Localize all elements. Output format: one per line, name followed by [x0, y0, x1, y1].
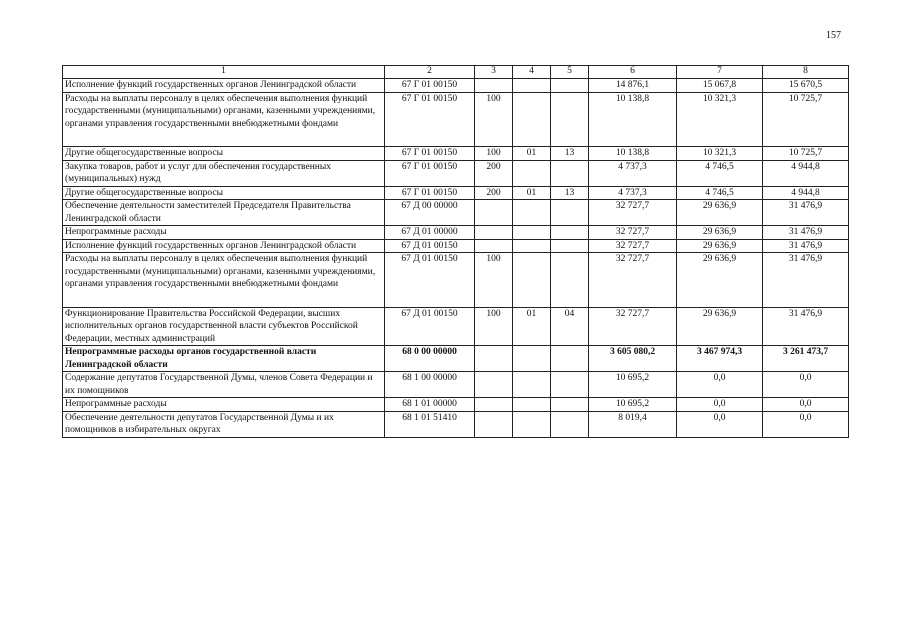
row-amount-col8: 4 944,8 — [763, 186, 849, 200]
row-section — [513, 79, 551, 93]
row-amount-col6: 14 876,1 — [589, 79, 677, 93]
row-amount-col6: 4 737,3 — [589, 186, 677, 200]
row-amount-col8: 31 476,9 — [763, 226, 849, 240]
row-section — [513, 92, 551, 147]
row-target-code: 67 Д 01 00150 — [385, 307, 475, 346]
row-expense-type — [475, 79, 513, 93]
row-name: Обеспечение деятельности заместителей Председателя Правительства Ленинградской области — [63, 200, 385, 226]
table-row — [63, 79, 849, 93]
row-section — [513, 372, 551, 398]
row-name: Расходы на выплаты персоналу в целях обеспечения выполнения функций государственными (муниципальными) органами, казенными учреждениями, органами управления государственными внебюджетными фондами — [63, 92, 385, 147]
row-amount-col7: 4 746,5 — [677, 160, 763, 186]
row-expense-type — [475, 226, 513, 240]
row-amount-col6: 32 727,7 — [589, 200, 677, 226]
header-row — [63, 66, 849, 79]
row-amount-col8: 10 725,7 — [763, 92, 849, 147]
table-row — [63, 411, 849, 437]
row-name: Содержание депутатов Государственной Думы, членов Совета Федерации и их помощников — [63, 372, 385, 398]
row-target-code: 67 Д 01 00000 — [385, 226, 475, 240]
row-amount-col7: 3 467 974,3 — [677, 346, 763, 372]
row-subsection — [551, 253, 589, 308]
row-amount-col8: 0,0 — [763, 372, 849, 398]
row-section — [513, 160, 551, 186]
row-amount-col6: 8 019,4 — [589, 411, 677, 437]
row-section: 01 — [513, 186, 551, 200]
row-target-code: 68 0 00 00000 — [385, 346, 475, 372]
row-subsection — [551, 79, 589, 93]
header-col-8: 8 — [763, 66, 849, 79]
row-amount-col8: 31 476,9 — [763, 239, 849, 253]
row-expense-type: 100 — [475, 92, 513, 147]
row-section — [513, 200, 551, 226]
row-name: Непрограммные расходы — [63, 398, 385, 412]
row-name: Исполнение функций государственных органов Ленинградской области — [63, 239, 385, 253]
row-target-code: 67 Д 01 00150 — [385, 239, 475, 253]
table-row — [63, 346, 849, 372]
header-col-5: 5 — [551, 66, 589, 79]
row-amount-col7: 10 321,3 — [677, 92, 763, 147]
row-amount-col6: 32 727,7 — [589, 253, 677, 308]
row-amount-col8: 4 944,8 — [763, 160, 849, 186]
table-row — [63, 186, 849, 200]
row-subsection: 13 — [551, 147, 589, 161]
row-name: Функционирование Правительства Российской Федерации, высших исполнительных органов государственной власти субъектов Российской Федерации, местных администраций — [63, 307, 385, 346]
row-expense-type — [475, 200, 513, 226]
row-name: Другие общегосударственные вопросы — [63, 147, 385, 161]
row-amount-col6: 4 737,3 — [589, 160, 677, 186]
row-name: Исполнение функций государственных органов Ленинградской области — [63, 79, 385, 93]
row-subsection: 13 — [551, 186, 589, 200]
row-target-code: 68 1 01 00000 — [385, 398, 475, 412]
header-col-7: 7 — [677, 66, 763, 79]
row-expense-type — [475, 372, 513, 398]
table-row — [63, 160, 849, 186]
row-amount-col7: 0,0 — [677, 411, 763, 437]
row-amount-col7: 4 746,5 — [677, 186, 763, 200]
row-subsection — [551, 346, 589, 372]
row-subsection — [551, 372, 589, 398]
budget-table — [62, 65, 849, 438]
row-expense-type — [475, 239, 513, 253]
row-expense-type — [475, 346, 513, 372]
row-subsection — [551, 200, 589, 226]
table-row — [63, 253, 849, 308]
row-amount-col6: 32 727,7 — [589, 239, 677, 253]
row-subsection — [551, 160, 589, 186]
row-target-code: 67 Г 01 00150 — [385, 147, 475, 161]
row-amount-col7: 10 321,3 — [677, 147, 763, 161]
row-section: 01 — [513, 307, 551, 346]
row-amount-col6: 10 138,8 — [589, 92, 677, 147]
row-amount-col7: 15 067,8 — [677, 79, 763, 93]
table-row — [63, 147, 849, 161]
row-amount-col8: 0,0 — [763, 411, 849, 437]
row-expense-type: 200 — [475, 160, 513, 186]
row-target-code: 67 Д 00 00000 — [385, 200, 475, 226]
table-row — [63, 200, 849, 226]
row-target-code: 67 Г 01 00150 — [385, 186, 475, 200]
row-amount-col8: 15 670,5 — [763, 79, 849, 93]
header-col-4: 4 — [513, 66, 551, 79]
row-target-code: 67 Г 01 00150 — [385, 92, 475, 147]
header-col-6: 6 — [589, 66, 677, 79]
row-amount-col6: 10 695,2 — [589, 398, 677, 412]
row-subsection — [551, 239, 589, 253]
row-amount-col8: 31 476,9 — [763, 200, 849, 226]
row-expense-type — [475, 398, 513, 412]
row-subsection — [551, 226, 589, 240]
row-amount-col6: 10 138,8 — [589, 147, 677, 161]
row-section — [513, 253, 551, 308]
row-expense-type: 100 — [475, 147, 513, 161]
row-amount-col7: 29 636,9 — [677, 200, 763, 226]
row-subsection — [551, 398, 589, 412]
row-name: Закупка товаров, работ и услуг для обеспечения государственных (муниципальных) нужд — [63, 160, 385, 186]
header-col-3: 3 — [475, 66, 513, 79]
row-amount-col8: 0,0 — [763, 398, 849, 412]
row-target-code: 68 1 01 51410 — [385, 411, 475, 437]
row-expense-type — [475, 411, 513, 437]
row-amount-col6: 32 727,7 — [589, 307, 677, 346]
row-name: Непрограммные расходы органов государственной власти Ленинградской области — [63, 346, 385, 372]
row-name: Обеспечение деятельности депутатов Государственной Думы и их помощников в избирательных округах — [63, 411, 385, 437]
row-name: Расходы на выплаты персоналу в целях обеспечения выполнения функций государственными (муниципальными) органами, казенными учреждениями, органами управления государственными внебюджетными фондами — [63, 253, 385, 308]
row-target-code: 68 1 00 00000 — [385, 372, 475, 398]
table-row — [63, 307, 849, 346]
header-col-1: 1 — [63, 66, 385, 79]
row-amount-col8: 31 476,9 — [763, 307, 849, 346]
table-header — [63, 66, 849, 79]
row-amount-col7: 0,0 — [677, 372, 763, 398]
page-number: 157 — [826, 30, 841, 41]
row-subsection — [551, 411, 589, 437]
row-section — [513, 226, 551, 240]
row-subsection: 04 — [551, 307, 589, 346]
row-target-code: 67 Г 01 00150 — [385, 79, 475, 93]
row-section — [513, 398, 551, 412]
table-row — [63, 398, 849, 412]
row-amount-col8: 31 476,9 — [763, 253, 849, 308]
table-row — [63, 372, 849, 398]
row-amount-col6: 10 695,2 — [589, 372, 677, 398]
row-amount-col6: 3 605 080,2 — [589, 346, 677, 372]
row-section — [513, 411, 551, 437]
row-name: Непрограммные расходы — [63, 226, 385, 240]
row-amount-col7: 29 636,9 — [677, 307, 763, 346]
row-target-code: 67 Д 01 00150 — [385, 253, 475, 308]
row-subsection — [551, 92, 589, 147]
row-amount-col7: 0,0 — [677, 398, 763, 412]
row-amount-col8: 10 725,7 — [763, 147, 849, 161]
row-name: Другие общегосударственные вопросы — [63, 186, 385, 200]
table-row — [63, 239, 849, 253]
header-col-2: 2 — [385, 66, 475, 79]
table-row — [63, 226, 849, 240]
row-expense-type: 100 — [475, 307, 513, 346]
row-amount-col6: 32 727,7 — [589, 226, 677, 240]
row-amount-col8: 3 261 473,7 — [763, 346, 849, 372]
row-expense-type: 100 — [475, 253, 513, 308]
table-body — [63, 79, 849, 438]
table-row — [63, 92, 849, 147]
row-expense-type: 200 — [475, 186, 513, 200]
row-target-code: 67 Г 01 00150 — [385, 160, 475, 186]
row-amount-col7: 29 636,9 — [677, 239, 763, 253]
row-section: 01 — [513, 147, 551, 161]
row-amount-col7: 29 636,9 — [677, 253, 763, 308]
row-section — [513, 346, 551, 372]
row-section — [513, 239, 551, 253]
row-amount-col7: 29 636,9 — [677, 226, 763, 240]
